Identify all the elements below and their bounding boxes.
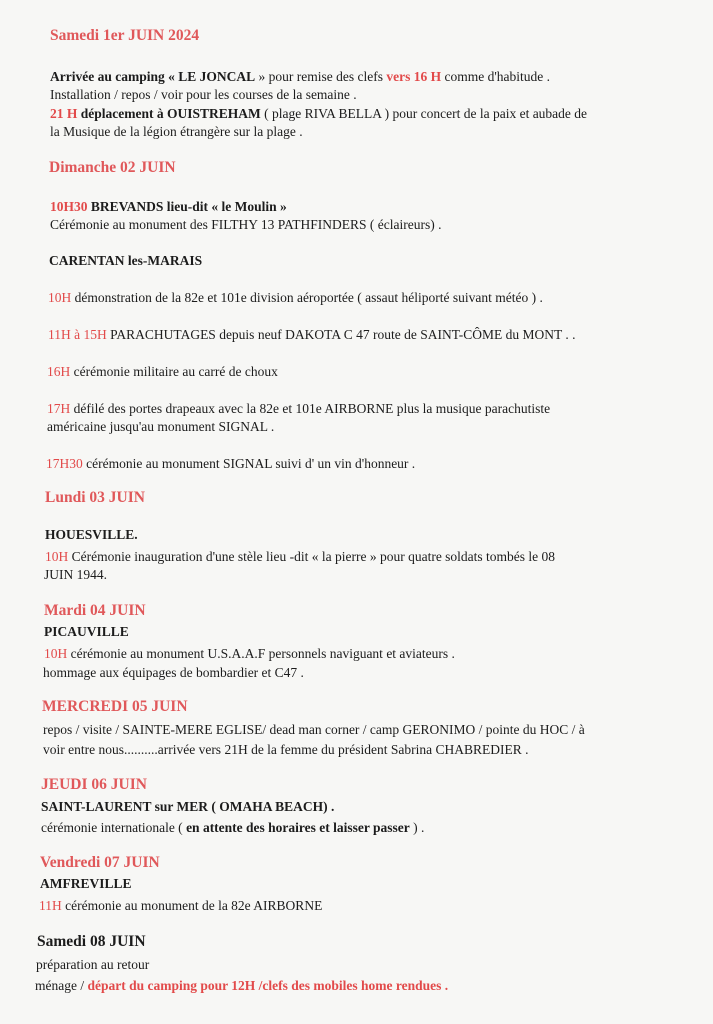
text-line — [50, 199, 287, 215]
text-line — [41, 820, 424, 836]
text-segment: ménage / — [35, 978, 88, 993]
time-highlight: 10H — [44, 646, 68, 661]
text-segment: Cérémonie inauguration d'une stèle lieu -dit « la pierre » pour quatre soldats tombés le 08 — [68, 549, 556, 564]
text-line: Cérémonie au monument des FILTHY 13 PATHFINDERS ( éclaireurs) . — [50, 217, 442, 232]
text-line: hommage aux équipages de bombardier et C47 . — [43, 665, 304, 680]
text-line — [48, 327, 575, 343]
day-heading-samedi-01: Samedi 1er JUIN 2024 — [50, 27, 200, 44]
text-line — [35, 978, 448, 994]
time-highlight: 10H30 — [50, 199, 88, 214]
text-line — [47, 364, 278, 380]
place-name: AMFREVILLE — [40, 876, 132, 891]
text-segment: cérémonie au monument de la 82e AIRBORNE — [61, 898, 323, 913]
text-segment: défilé des portes drapeaux avec la 82e et 101e AIRBORNE plus la musique parachutiste — [70, 401, 551, 416]
text-line: repos / visite / SAINTE-MERE EGLISE/ dead man corner / camp GERONIMO / pointe du HOC / à — [43, 722, 585, 737]
text-line: Installation / repos / voir pour les courses de la semaine . — [50, 87, 357, 102]
text-line: la Musique de la légion étrangère sur la plage . — [50, 124, 303, 139]
place-name: HOUESVILLE. — [45, 527, 138, 542]
day-heading-dimanche-02: Dimanche 02 JUIN — [49, 159, 176, 176]
text-segment: LE JONCAL — [178, 69, 256, 84]
day-heading-samedi-08: Samedi 08 JUIN — [37, 933, 146, 950]
text-segment: cérémonie internationale ( — [41, 820, 187, 835]
text-segment: en attente des horaires et laisser passer — [186, 820, 410, 835]
text-segment: démonstration de la 82e et 101e division aéroportée ( assaut héliporté suivant météo ) . — [71, 290, 543, 305]
place-name: CARENTAN les-MARAIS — [49, 253, 203, 268]
time-highlight: 17H — [47, 401, 71, 416]
text-line — [39, 898, 322, 914]
text-line — [45, 549, 555, 565]
text-line — [50, 69, 550, 85]
day-heading-jeudi-06: JEUDI 06 JUIN — [41, 776, 147, 793]
text-line — [47, 401, 550, 417]
text-segment: ) . — [409, 820, 425, 835]
text-line — [48, 290, 543, 306]
time-highlight: 16H — [47, 364, 71, 379]
day-heading-lundi-03: Lundi 03 JUIN — [45, 489, 145, 506]
time-highlight: vers 16 H — [386, 69, 442, 84]
place-name: PICAUVILLE — [44, 624, 129, 639]
text-line — [46, 456, 415, 472]
day-heading-mardi-04: Mardi 04 JUIN — [44, 602, 146, 619]
text-segment: cérémonie militaire au carré de choux — [70, 364, 278, 379]
text-segment: Arrivée au camping « — [50, 69, 179, 84]
text-segment: PARACHUTAGES depuis neuf DAKOTA C 47 route de SAINT-CÔME du MONT . . — [106, 327, 576, 342]
text-segment: ( plage RIVA BELLA ) pour concert de la paix et aubade de — [260, 106, 588, 121]
text-segment: comme d'habitude . — [441, 69, 550, 84]
text-line — [50, 106, 587, 122]
text-segment: » pour remise des clefs — [255, 69, 387, 84]
day-heading-vendredi-07: Vendredi 07 JUIN — [40, 854, 160, 871]
text-segment: départ du camping pour 12H /clefs des mobiles home rendues . — [87, 978, 449, 993]
text-line — [44, 646, 455, 662]
text-line: JUIN 1944. — [44, 567, 107, 582]
text-segment: déplacement à OUISTREHAM — [77, 106, 261, 121]
time-highlight: 10H — [45, 549, 69, 564]
time-highlight: 11H — [39, 898, 62, 913]
text-segment: BREVANDS lieu-dit « le Moulin » — [87, 199, 287, 214]
text-line: américaine jusqu'au monument SIGNAL . — [47, 419, 275, 434]
time-highlight: 10H — [48, 290, 72, 305]
text-segment: cérémonie au monument SIGNAL suivi d' un vin d'honneur . — [82, 456, 416, 471]
time-highlight: 17H30 — [46, 456, 83, 471]
text-line: voir entre nous..........arrivée vers 21H de la femme du président Sabrina CHABREDIER . — [43, 742, 529, 757]
place-name: SAINT-LAURENT sur MER ( OMAHA BEACH) . — [41, 799, 335, 814]
time-highlight: 11H à 15H — [48, 327, 107, 342]
text-line: préparation au retour — [36, 957, 150, 972]
day-heading-mercredi-05: MERCREDI 05 JUIN — [42, 698, 188, 715]
time-highlight: 21 H — [50, 106, 78, 121]
text-segment: cérémonie au monument U.S.A.A.F personnels naviguant et aviateurs . — [67, 646, 455, 661]
